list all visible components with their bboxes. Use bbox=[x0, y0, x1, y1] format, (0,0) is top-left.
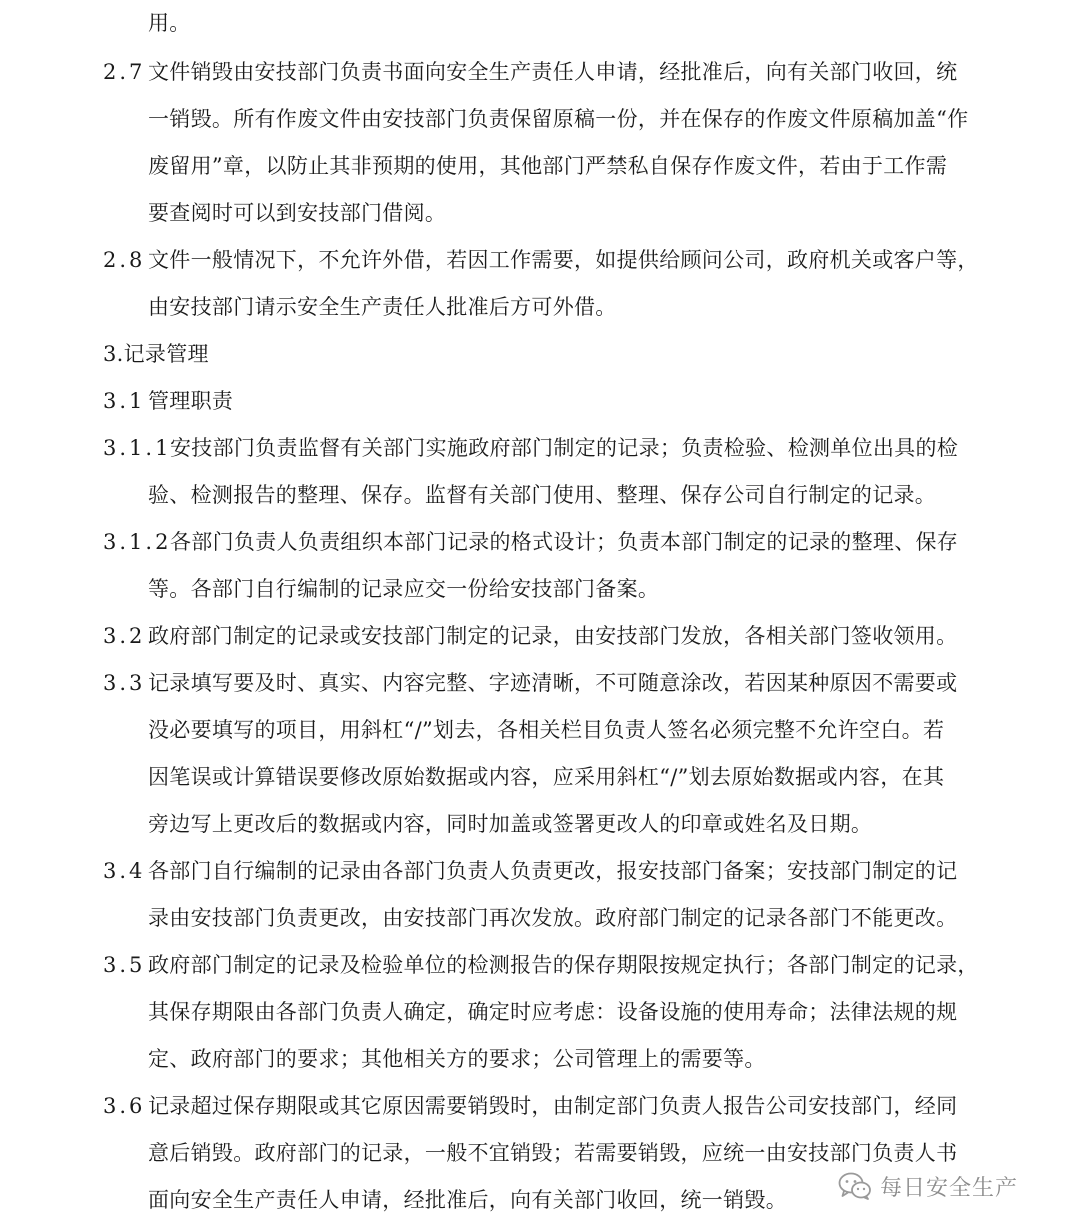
line-text: 各部门负责人负责组织本部门记录的格式设计；负责本部门制定的记录的整理、保存 bbox=[170, 530, 959, 554]
line-text: 旁边写上更改后的数据或内容，同时加盖或签署更改人的印章或姓名及日期。 bbox=[148, 812, 873, 836]
source-watermark bbox=[838, 1166, 1018, 1206]
line-text: 文件一般情况下，不允许外借，若因工作需要，如提供给顾问公司，政府机关或客户等， bbox=[148, 248, 979, 272]
clause-number: 3.1.1 bbox=[103, 436, 172, 460]
line-text: 各部门自行编制的记录由各部门负责人负责更改，报安技部门备案；安技部门制定的记 bbox=[148, 859, 958, 883]
line-text: 记录填写要及时、真实、内容完整、字迹清晰，不可随意涂改，若因某种原因不需要或 bbox=[148, 671, 958, 695]
line-text: 定、政府部门的要求；其他相关方的要求；公司管理上的需要等。 bbox=[148, 1047, 766, 1071]
line-text: 政府部门制定的记录或安技部门制定的记录，由安技部门发放，各相关部门签收领用。 bbox=[148, 624, 958, 648]
line-text: 用。 bbox=[148, 11, 191, 35]
line-text: 由安技部门请示安全生产责任人批准后方可外借。 bbox=[148, 295, 617, 319]
line-text: 安技部门负责监督有关部门实施政府部门制定的记录；负责检验、检测单位出具的检 bbox=[170, 436, 959, 460]
watermark-label: 每日安全生产 bbox=[880, 1175, 1019, 1201]
clause-number: 3.3 bbox=[103, 671, 146, 695]
line-text: 其保存期限由各部门负责人确定，确定时应考虑：设备设施的使用寿命；法律法规的规 bbox=[148, 1000, 958, 1024]
clause-number: 2.7 bbox=[103, 60, 146, 84]
section-title: 3.记录管理 bbox=[103, 342, 209, 366]
line-text: 因笔误或计算错误要修改原始数据或内容，应采用斜杠“/”划去原始数据或内容，在其 bbox=[148, 765, 945, 789]
line-text: 录由安技部门负责更改，由安技部门再次发放。政府部门制定的记录各部门不能更改。 bbox=[148, 906, 958, 930]
wechat-icon bbox=[838, 1172, 872, 1200]
line-text: 要查阅时可以到安技部门借阅。 bbox=[148, 201, 447, 225]
line-text: 记录超过保存期限或其它原因需要销毁时，由制定部门负责人报告公司安技部门，经同 bbox=[148, 1094, 958, 1118]
line-text: 意后销毁。政府部门的记录，一般不宜销毁；若需要销毁，应统一由安技部门负责人书 bbox=[148, 1141, 958, 1165]
clause-number: 3.4 bbox=[103, 859, 146, 883]
line-text: 等。各部门自行编制的记录应交一份给安技部门备案。 bbox=[148, 577, 660, 601]
line-text: 政府部门制定的记录及检验单位的检测报告的保存期限按规定执行；各部门制定的记录， bbox=[148, 953, 979, 977]
clause-number: 3.2 bbox=[103, 624, 146, 648]
clause-number: 3.1 bbox=[103, 389, 146, 413]
clause-number: 3.1.2 bbox=[103, 530, 172, 554]
line-text: 一销毁。所有作废文件由安技部门负责保留原稿一份，并在保存的作废文件原稿加盖“作 bbox=[148, 107, 969, 131]
clause-number: 2.8 bbox=[103, 248, 146, 272]
clause-number: 3.5 bbox=[103, 953, 146, 977]
line-text: 没必要填写的项目，用斜杠“/”划去，各相关栏目负责人签名必须完整不允许空白。若 bbox=[148, 718, 945, 742]
line-text: 验、检测报告的整理、保存。监督有关部门使用、整理、保存公司自行制定的记录。 bbox=[148, 483, 937, 507]
line-text: 文件销毁由安技部门负责书面向安全生产责任人申请，经批准后，向有关部门收回，统 bbox=[148, 60, 958, 84]
line-text: 废留用”章，以防止其非预期的使用，其他部门严禁私自保存作废文件，若由于工作需 bbox=[148, 154, 948, 178]
line-text: 管理职责 bbox=[148, 389, 234, 413]
line-text: 面向安全生产责任人申请，经批准后，向有关部门收回，统一销毁。 bbox=[148, 1188, 787, 1212]
clause-number: 3.6 bbox=[103, 1094, 146, 1118]
